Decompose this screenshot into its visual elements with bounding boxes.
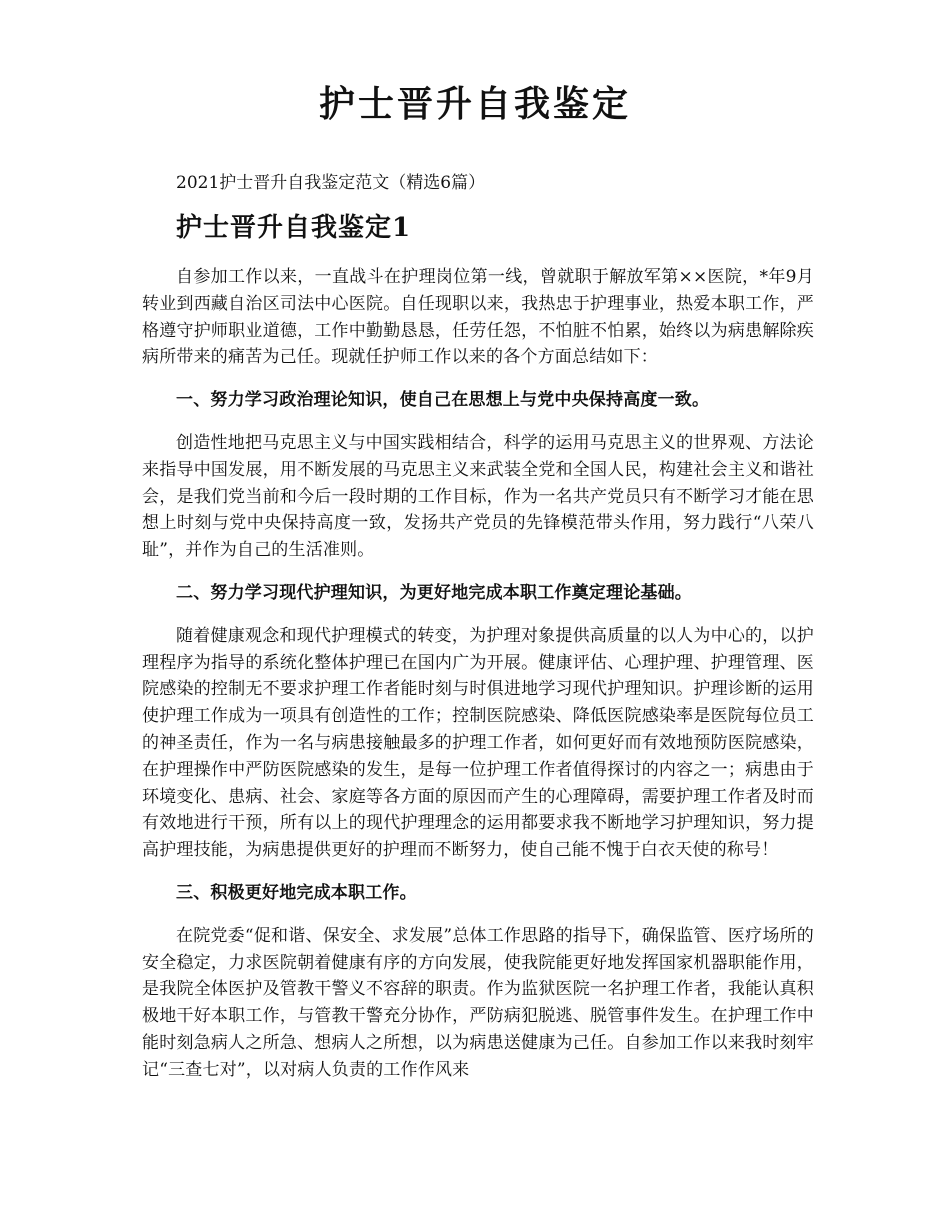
paragraph-3: 在院党委“促和谐、保安全、求发展”总体工作思路的指导下，确保监管、医疗场所的安全稳定，力求医院朝着健康有序的方向发展，使我院能更好地发挥国家机器职能作用，是我院全体医护及管教干警义不容辞的职责。作为监狱医院一名护理工作者，我能认真积极地干好本职工作，与管教干警充分协作，严防病犯脱逃、脱管事件发生。在护理工作中能时刻急病人之所急、想病人之所想，以为病患送健康为己任。自参加工作以来我时刻牢记“三查七对”，以对病人负责的工作作风来 — [142, 925, 814, 1080]
paragraph-2: 随着健康观念和现代护理模式的转变，为护理对象提供高质量的以人为中心的，以护理程序为指导的系统化整体护理已在国内广为开展。健康评估、心理护理、护理管理、医院感染的控制无不要求护理工作者能时刻与时俱进地学习现代护理知识。护理诊断的运用使护理工作成为一项具有创造性的工作；控制医院感染、降低医院感染率是医院每位员工的神圣责任，作为一名与病患接触最多的护理工作者，如何更好而有效地预防医院感染，在护理操作中严防医院感染的发生，是每一位护理工作者值得探讨的内容之一；病患由于环境变化、患病、社会、家庭等各方面的原因而产生的心理障碍，需要护理工作者及时而有效地进行干预，所有以上的现代护理理念的运用都要求我不断地学习护理知识，努力提高护理技能，为病患提供更好的护理而不断努力，使自己能不愧于白衣天使的称号！ — [142, 625, 814, 861]
paragraph-1: 创造性地把马克思主义与中国实践相结合，科学的运用马克思主义的世界观、方法论来指导中国发展，用不断发展的马克思主义来武装全党和全国人民，构建社会主义和谐社会，是我们党当前和今后一段时期的工作目标，作为一名共产党员只有不断学习才能在思想上时刻与党中央保持高度一致，发扬共产党员的先锋模范带头作用，努力践行“八荣八耻”，并作为自己的生活准则。 — [142, 432, 814, 561]
document-subtitle: 2021护士晋升自我鉴定范文（精选6篇） — [176, 173, 486, 193]
section-title-2: 二、努力学习现代护理知识，为更好地完成本职工作奠定理论基础。 — [176, 582, 692, 603]
intro-paragraph: 自参加工作以来，一直战斗在护理岗位第一线，曾就职于解放军第××医院，*年9月转业到西藏自治区司法中心医院。自任现职以来，我热忠于护理事业，热爱本职工作，严格遵守护师职业道德，工作中勤勤恳恳，任劳任怨，不怕脏不怕累，始终以为病患解除疾病所带来的痛苦为己任。现就任护师工作以来的各个方面总结如下： — [142, 267, 814, 368]
document-title: 护士晋升自我鉴定 — [318, 83, 631, 125]
document-body — [142, 264, 814, 1100]
section-title-1: 一、努力学习政治理论知识，使自己在思想上与党中央保持高度一致。 — [176, 390, 710, 411]
section-heading: 护士晋升自我鉴定1 — [176, 213, 412, 243]
section-title-3: 三、积极更好地完成本职工作。 — [176, 882, 417, 903]
